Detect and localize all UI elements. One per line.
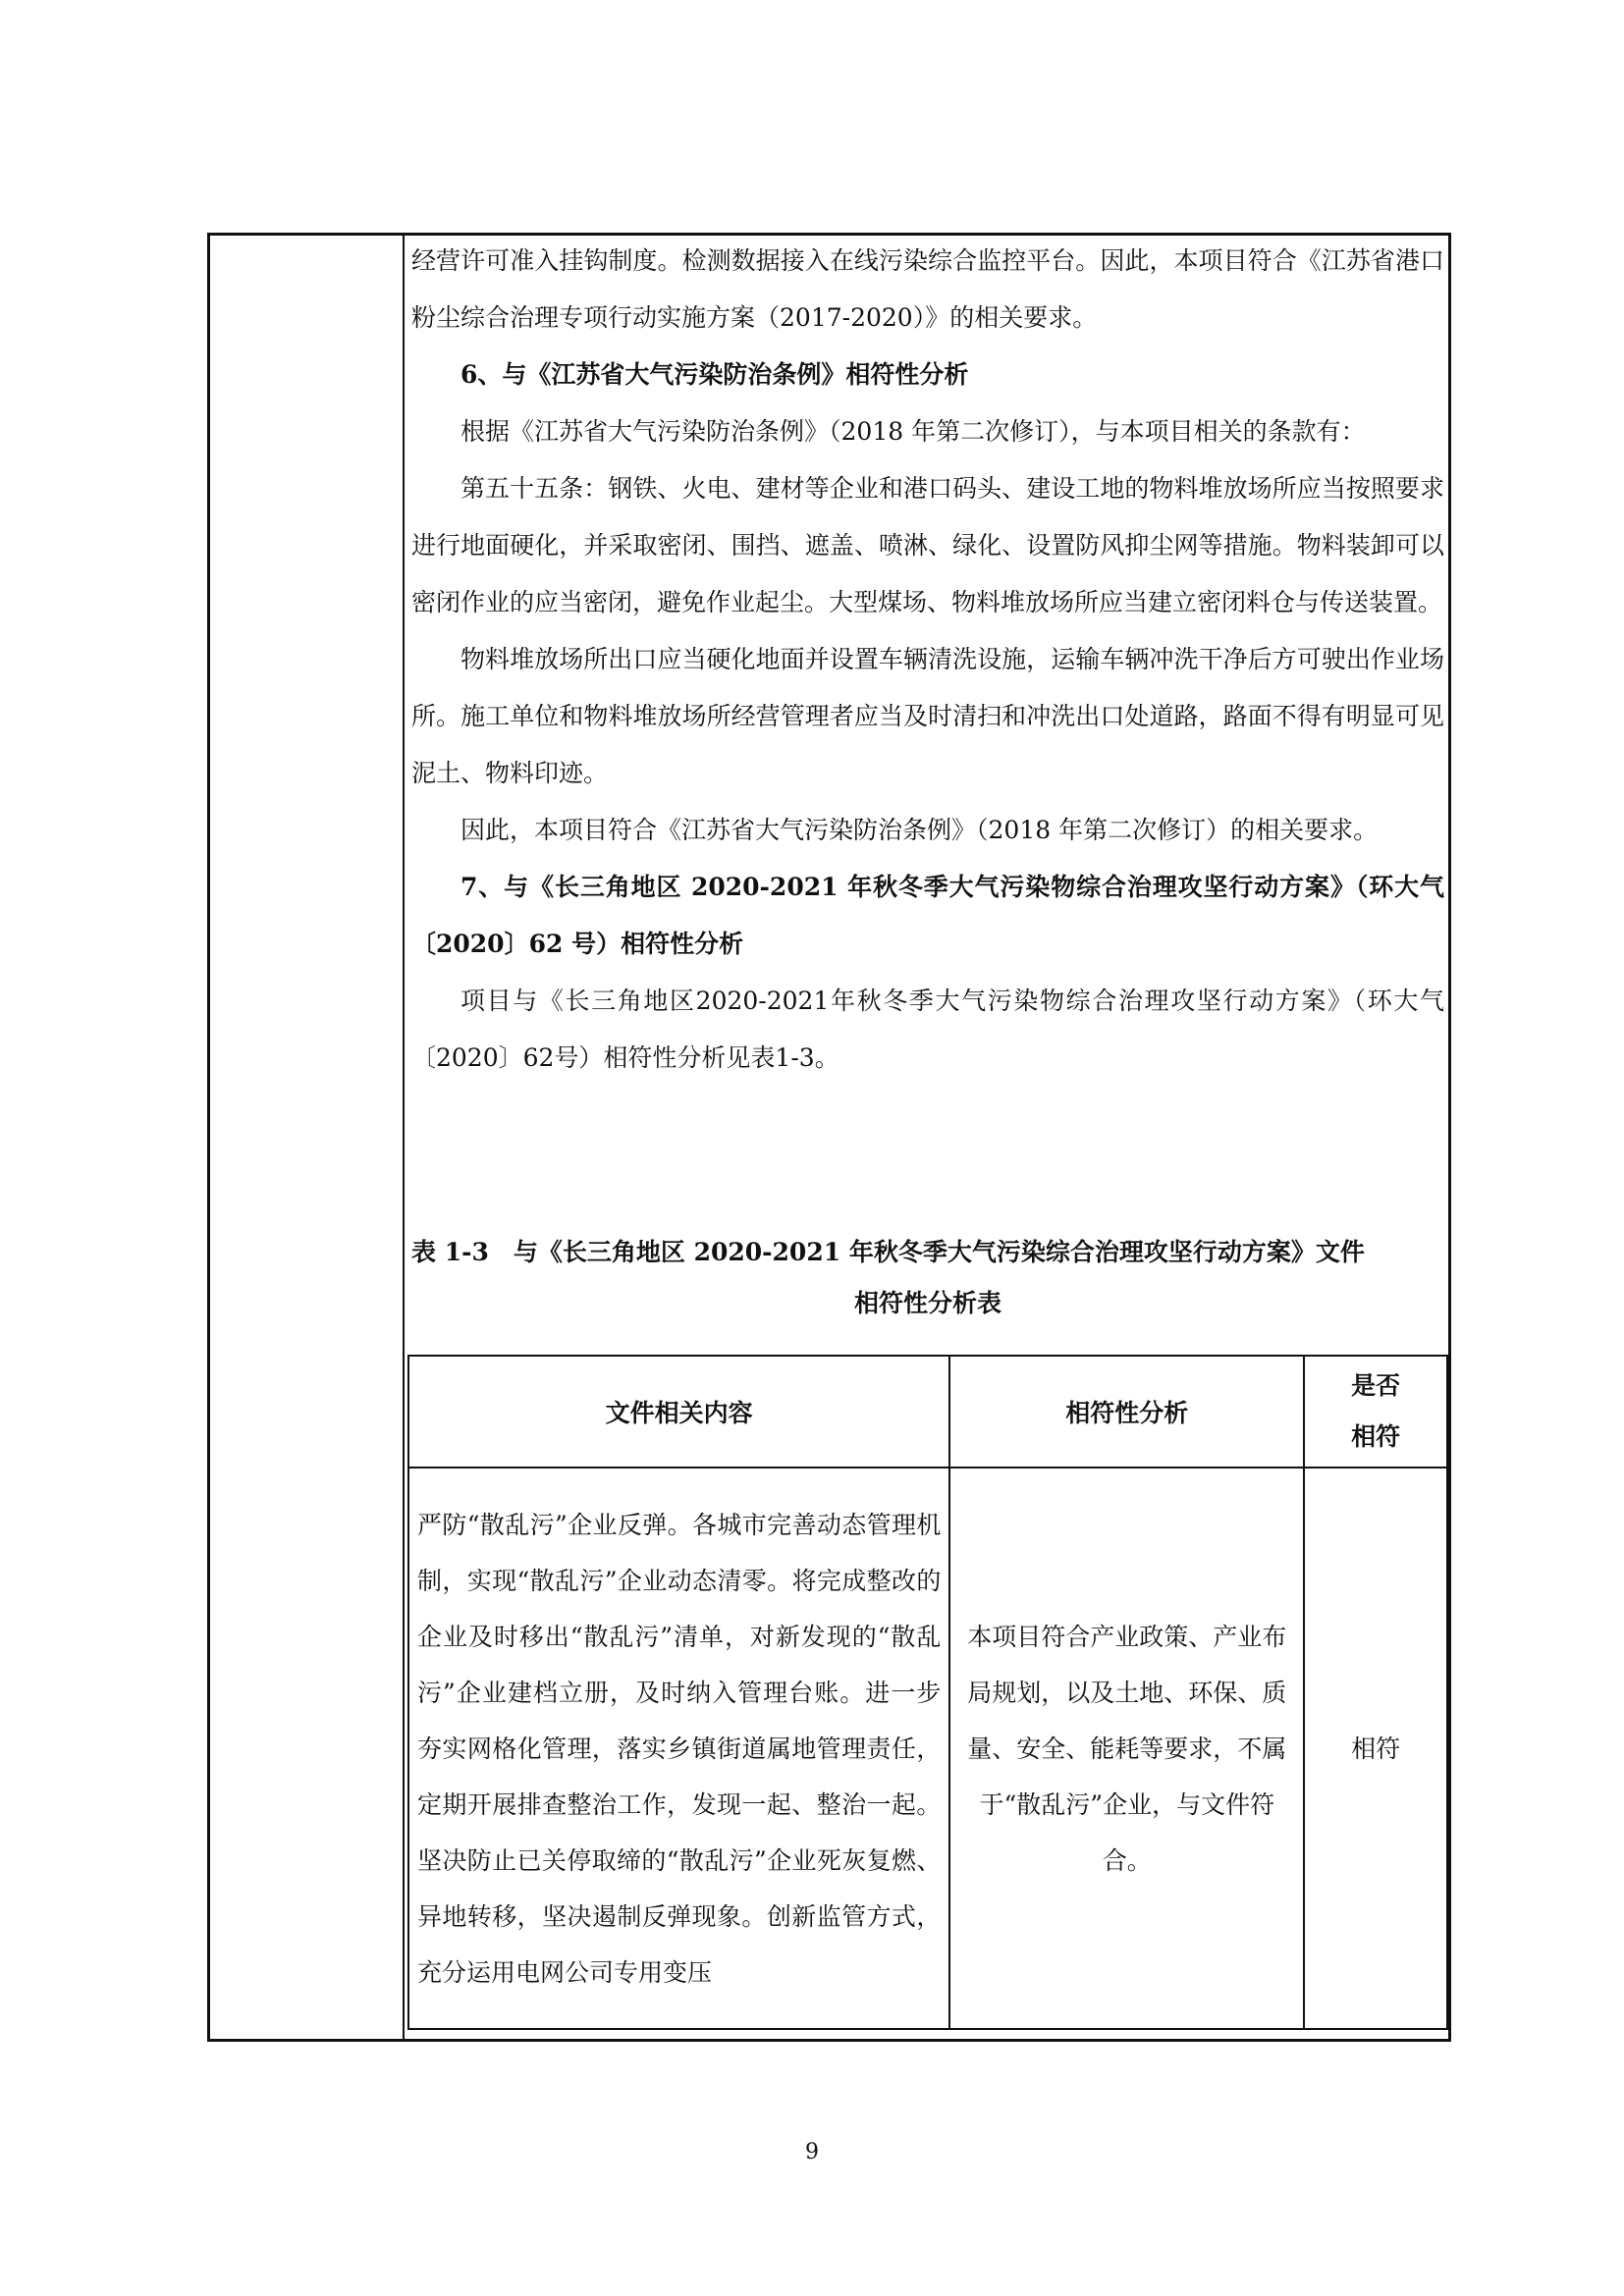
- table-row: [408, 1468, 1447, 2029]
- section-heading-6: 6、与《江苏省大气污染防治条例》相符性分析: [460, 360, 969, 389]
- row-content: 严防“散乱污”企业反弹。各城市完善动态管理机制，实现“散乱污”企业动态清零。将完成整改的企业及时移出“散乱污”清单，对新发现的“散乱污”企业建档立册，及时纳入管理台账。进一步夯实网格化管理，落实乡镇街道属地管理责任，定期开展排查整治工作，发现一起、整治一起。坚决防止已关停取缔的“散乱污”企业死灰复燃、异地转移，坚决遏制反弹现象。创新监管方式，充分运用电网公司专用变压: [408, 1468, 949, 2029]
- paragraph-1: 经营许可准入挂钩制度。检测数据接入在线污染综合监控平台。因此，本项目符合《江苏省港口粉尘综合治理专项行动实施方案（2017-2020）》的相关要求。: [411, 246, 1444, 332]
- paragraph-5: 因此，本项目符合《江苏省大气污染防治条例》（2018 年第二次修订）的相关要求。: [460, 816, 1379, 844]
- paragraph-6: 项目与《长三角地区2020-2021年秋冬季大气污染物综合治理攻坚行动方案》（环大气〔2020〕62号）相符性分析见表1-3。: [411, 987, 1444, 1072]
- paragraph-2: 根据《江苏省大气污染防治条例》（2018 年第二次修订），与本项目相关的条款有：: [460, 417, 1366, 446]
- left-column-divider: [403, 233, 405, 2042]
- table-caption-line-1: 表 1-3 与《长三角地区 2020-2021 年秋冬季大气污染综合治理攻坚行动方案》文件: [411, 1238, 1365, 1266]
- paragraph-4: 物料堆放场所出口应当硬化地面并设置车辆清洗设施，运输车辆冲洗干净后方可驶出作业场所。施工单位和物料堆放场所经营管理者应当及时清扫和冲洗出口处道路，路面不得有明显可见泥土、物料印迹。: [411, 645, 1444, 787]
- table-caption: [407, 1227, 1448, 1329]
- row-result: 相符: [1304, 1468, 1447, 2029]
- table-header-row: [408, 1356, 1447, 1468]
- table-caption-line-2: 相符性分析表: [853, 1289, 1001, 1317]
- section-heading-7: 7、与《长三角地区 2020-2021 年秋冬季大气污染物综合治理攻坚行动方案》（环大气〔2020〕62 号）相符性分析: [411, 873, 1444, 958]
- compliance-table: [407, 1355, 1448, 2030]
- header-content: 文件相关内容: [408, 1356, 949, 1468]
- header-compliance-text: 是否相符: [1351, 1371, 1401, 1451]
- paragraph-3: 第五十五条：钢铁、火电、建材等企业和港口码头、建设工地的物料堆放场所应当按照要求进行地面硬化，并采取密闭、围挡、遮盖、喷淋、绿化、设置防风抑尘网等措施。物料装卸可以密闭作业的应当密闭，避免作业起尘。大型煤场、物料堆放场所应当建立密闭料仓与传送装置。: [411, 474, 1444, 616]
- header-compliance: [1304, 1356, 1447, 1468]
- row-analysis: 本项目符合产业政策、产业布局规划，以及土地、环保、质量、安全、能耗等要求，不属于“散乱污”企业，与文件符合。: [949, 1468, 1304, 2029]
- main-text-column: [407, 233, 1448, 1087]
- page-number: 9: [805, 2140, 819, 2164]
- header-analysis: 相符性分析: [949, 1356, 1304, 1468]
